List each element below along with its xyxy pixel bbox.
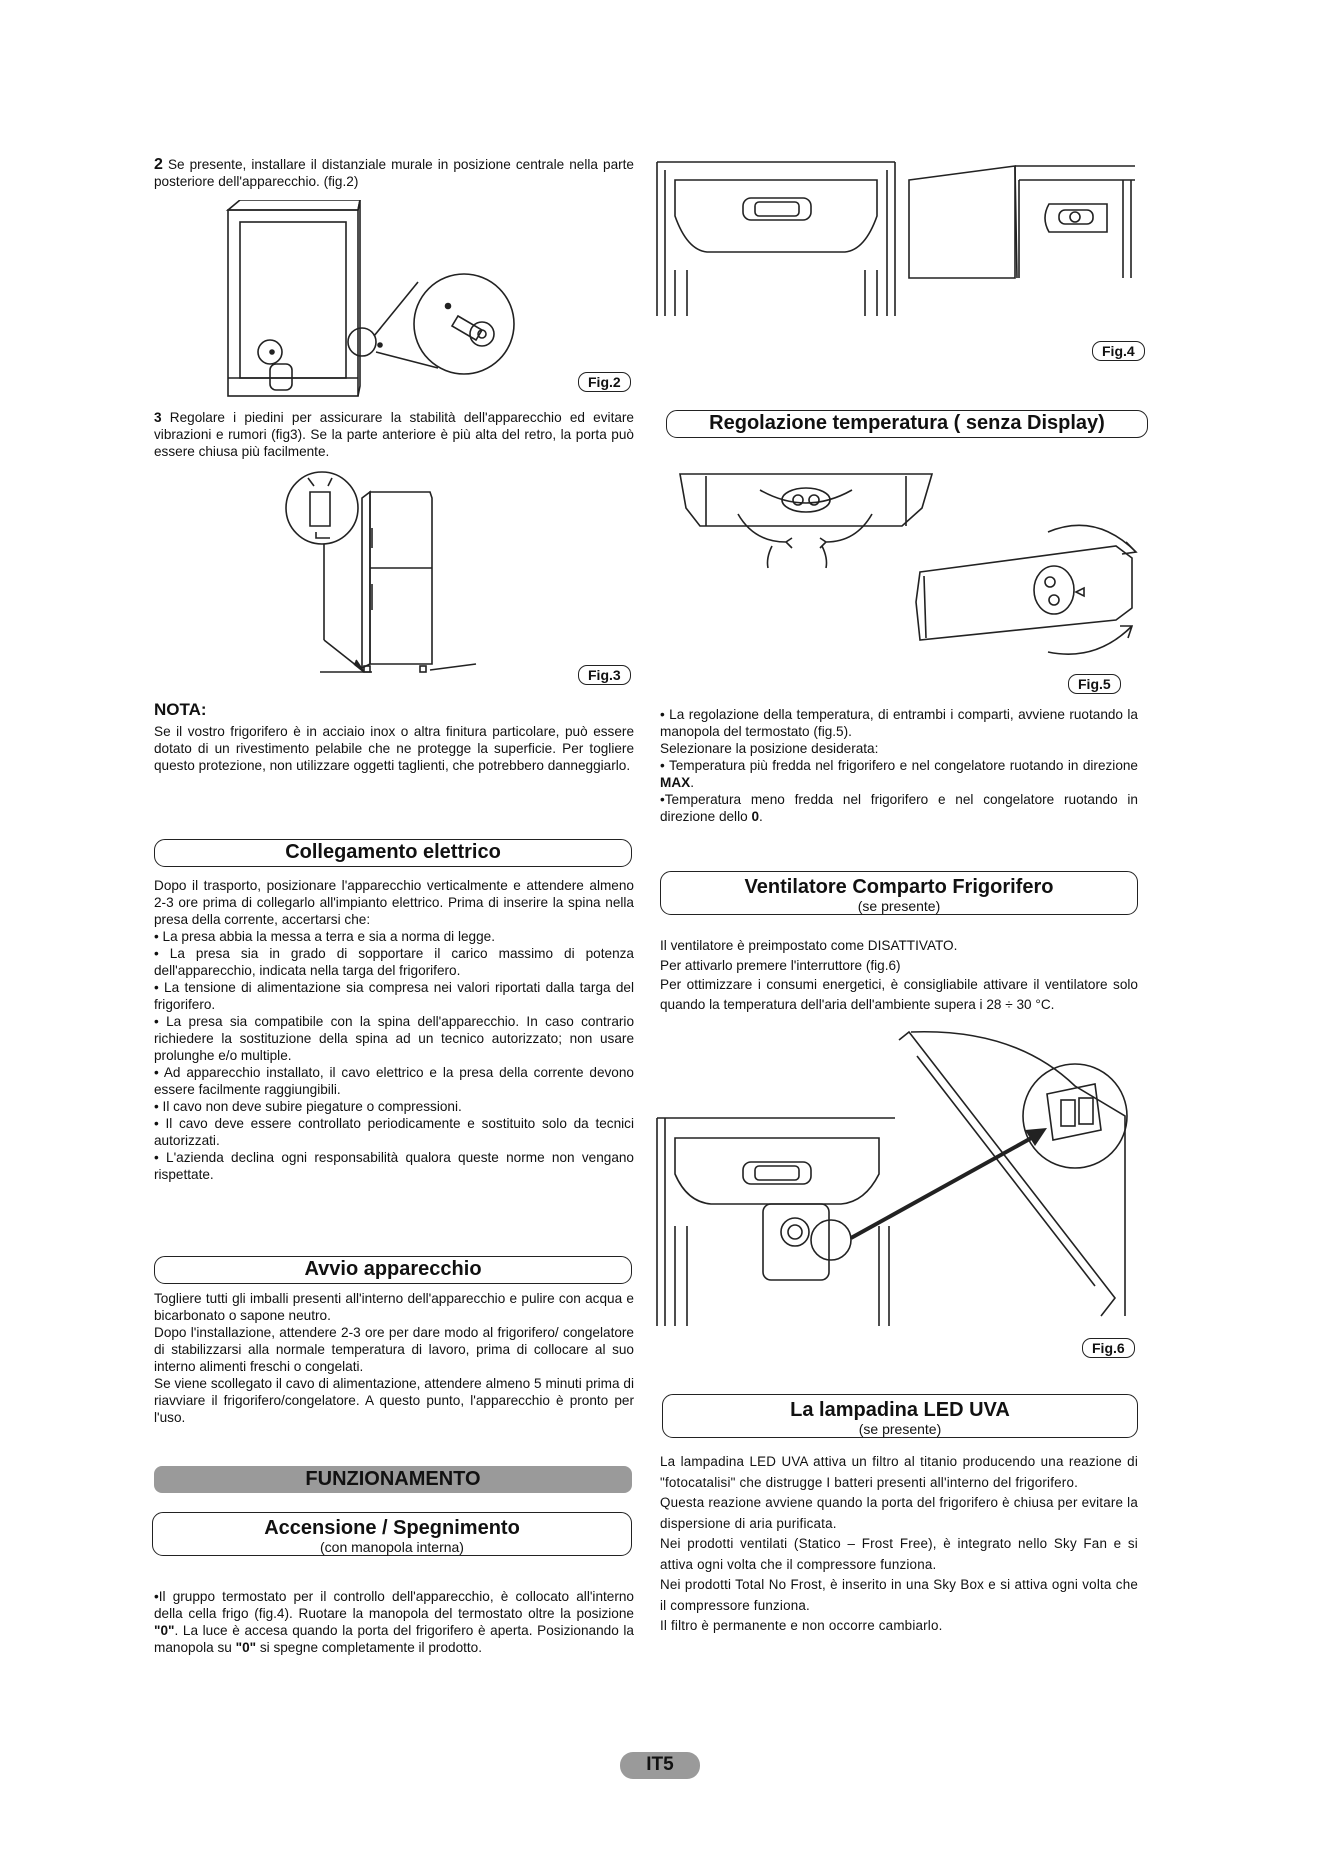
collegamento-bullet: • La presa abbia la messa a terra e sia a norma di legge. <box>154 929 496 944</box>
fig6-illustration <box>655 1026 1145 1326</box>
step3-text <box>154 409 634 460</box>
step3-number: 3 <box>154 410 162 425</box>
fig5-label: Fig.5 <box>1068 674 1121 694</box>
avvio-paragraph: Togliere tutti gli imballi presenti all'interno dell'apparecchio e pulire con acqua e bicarbonato o sapone neutro. <box>154 1291 634 1323</box>
led-paragraph: Nei prodotti ventilati (Statico – Frost Free), è integrato nello Sky Fan e si attiva ogni volta che il compressore funziona. <box>660 1536 1138 1572</box>
collegamento-title-text: Collegamento elettrico <box>285 841 501 863</box>
accensione-zero: "0" <box>154 1623 175 1638</box>
regolazione-title-text: Regolazione temperatura ( senza Display) <box>709 412 1105 434</box>
regolazione-text: • La regolazione della temperatura, di entrambi i comparti, avviene ruotando la manopola del termostato (fig.5). Selezionare la posizione desiderata: • Temperatura più fredda nel frigorifero e nel congelatore ruotando in direzione MAX. •Temperatura meno fredda nel frigorifero e nel congelatore ruotando in direzione dello 0. <box>660 707 1138 824</box>
led-title-text: La lampadina LED UVA <box>790 1399 1010 1421</box>
accensione-text-part: . La luce è accesa quando la porta del frigorifero è aperta. Posizionando la manopola su <box>154 1623 634 1655</box>
regolazione-paragraph: •Temperatura meno fredda nel frigorifero e nel congelatore ruotando in direzione dello <box>660 792 1138 824</box>
accensione-text-part: si spegne completamente il prodotto. <box>256 1640 483 1655</box>
regolazione-paragraph: Selezionare la posizione desiderata: <box>660 741 879 756</box>
collegamento-bullet: • Il cavo deve essere controllato periodicamente e sostituito solo da tecnici autorizzati. <box>154 1116 634 1148</box>
fig3-illustration <box>280 468 520 682</box>
collegamento-text <box>154 877 634 1183</box>
accensione-subtitle: (con manopola interna) <box>320 1539 464 1555</box>
step2-number: 2 <box>154 156 163 173</box>
nota-title: NOTA: <box>154 700 207 719</box>
led-subtitle: (se presente) <box>858 1421 942 1437</box>
accensione-text <box>154 1588 634 1656</box>
fig3-label: Fig.3 <box>578 665 631 685</box>
nota-text <box>154 723 634 774</box>
collegamento-bullet: • L'azienda declina ogni responsabilità qualora queste norme non vengano rispettate. <box>154 1150 634 1182</box>
page-number: IT5 <box>620 1752 700 1779</box>
regolazione-paragraph: • La regolazione della temperatura, di entrambi i comparti, avviene ruotando la manopola del termostato (fig.5). <box>660 707 1138 739</box>
fig6-label: Fig.6 <box>1082 1338 1135 1358</box>
avvio-paragraph: Se viene scollegato il cavo di alimentazione, attendere almeno 5 minuti prima di riavviare il frigorifero/congelatore. A questo punto, l'apparecchio è pronto per l'uso. <box>154 1376 634 1425</box>
ventilatore-title-text: Ventilatore Comparto Frigorifero <box>744 876 1054 898</box>
section-collegamento-title <box>154 839 632 867</box>
led-paragraph: Questa reazione avviene quando la porta del frigorifero è chiusa per evitare la dispersione di aria purificata. <box>660 1495 1138 1531</box>
section-ventilatore-title <box>660 871 1138 915</box>
accensione-zero: "0" <box>235 1640 257 1655</box>
collegamento-intro: Dopo il trasporto, posizionare l'apparecchio verticalmente e attendere almeno 2-3 ore prima di collegarlo all'impianto elettrico. Prima di inserire la spina nella presa della corrente, accertarsi che: <box>154 878 634 927</box>
accensione-text-part: •Il gruppo termostato per il controllo dell'apparecchio, è collocato all'interno della cella frigo (fig.4). Ruotare la manopola del termostato oltre la posizione <box>154 1589 634 1621</box>
fig4-illustration <box>655 160 1145 316</box>
ventilatore-text <box>660 936 1138 1014</box>
funzionamento-banner: FUNZIONAMENTO <box>154 1466 632 1493</box>
collegamento-bullet: • Il cavo non deve subire piegature o compressioni. <box>154 1099 462 1114</box>
fig2-label: Fig.2 <box>578 372 631 392</box>
ventilatore-paragraph: Il ventilatore è preimpostato come DISATTIVATO. <box>660 938 958 953</box>
ventilatore-subtitle: (se presente) <box>857 898 941 914</box>
regolazione-zero: 0 <box>751 809 760 824</box>
collegamento-bullet: • La tensione di alimentazione sia compresa nei valori riportati dalla targa del frigorifero. <box>154 980 634 1012</box>
step2-text <box>154 156 634 190</box>
step2-body: Se presente, installare il distanziale murale in posizione centrale nella parte posteriore dell'apparecchio. (fig.2) <box>154 157 634 189</box>
collegamento-bullet: • La presa sia compatibile con la spina dell'apparecchio. In caso contrario richiedere la sostituzione della spina ad un tecnico autorizzato; non usare prolunghe e/o multiple. <box>154 1014 634 1063</box>
section-accensione-title <box>152 1512 632 1556</box>
collegamento-bullet: • Ad apparecchio installato, il cavo elettrico e la presa della corrente devono essere facilmente raggiungibili. <box>154 1065 634 1097</box>
nota-body: Se il vostro frigorifero è in acciaio inox o altra finitura particolare, può essere dotato di un rivestimento pelabile che ne protegge la superficie. Per togliere questo protezione, non utilizzare oggetti taglienti, che potrebbero danneggiarlo. <box>154 724 634 773</box>
avvio-text <box>154 1290 634 1426</box>
avvio-title-text: Avvio apparecchio <box>304 1258 482 1280</box>
led-paragraph: Nei prodotti Total No Frost, è inserito in una Sky Box e si attiva ogni volta che il compressore funziona. <box>660 1577 1138 1613</box>
accensione-title-text: Accensione / Spegnimento <box>264 1517 520 1539</box>
section-regolazione-title <box>666 410 1148 438</box>
fig4-label: Fig.4 <box>1092 341 1145 361</box>
ventilatore-paragraph: Per ottimizzare i consumi energetici, è consigliabile attivare il ventilatore solo quando la temperatura dell'aria dell'ambiente supera i 28 ÷ 30 °C. <box>660 977 1138 1012</box>
step3-body: Regolare i piedini per assicurare la stabilità dell'apparecchio ed evitare vibrazioni e rumori (fig3). Se la parte anteriore è più alta del retro, la porta può essere chiusa più facilmente. <box>154 410 634 459</box>
regolazione-max: MAX <box>660 775 691 790</box>
regolazione-paragraph: • Temperatura più fredda nel frigorifero e nel congelatore ruotando in direzione <box>660 758 1138 773</box>
fig5-illustration <box>676 472 1146 668</box>
led-paragraph: La lampadina LED UVA attiva un filtro al titanio producendo una reazione di "fotocatalisi" che distrugge I batteri presenti all'interno del frigorifero. <box>660 1454 1138 1490</box>
collegamento-bullet: • La presa sia in grado di sopportare il carico massimo di potenza dell'apparecchio, indicata nella targa del frigorifero. <box>154 946 634 978</box>
fig2-illustration <box>220 200 520 400</box>
ventilatore-paragraph: Per attivarlo premere l'interruttore (fig.6) <box>660 957 901 973</box>
avvio-paragraph: Dopo l'installazione, attendere 2-3 ore per dare modo al frigorifero/ congelatore di stabilizzarsi alla normale temperatura di lavoro, prima di collocare al suo interno alimenti freschi o congelati. <box>154 1325 634 1374</box>
led-paragraph: Il filtro è permanente e non occorre cambiarlo. <box>660 1618 943 1633</box>
section-avvio-title <box>154 1256 632 1284</box>
section-led-title <box>662 1394 1138 1438</box>
led-text <box>660 1452 1138 1637</box>
